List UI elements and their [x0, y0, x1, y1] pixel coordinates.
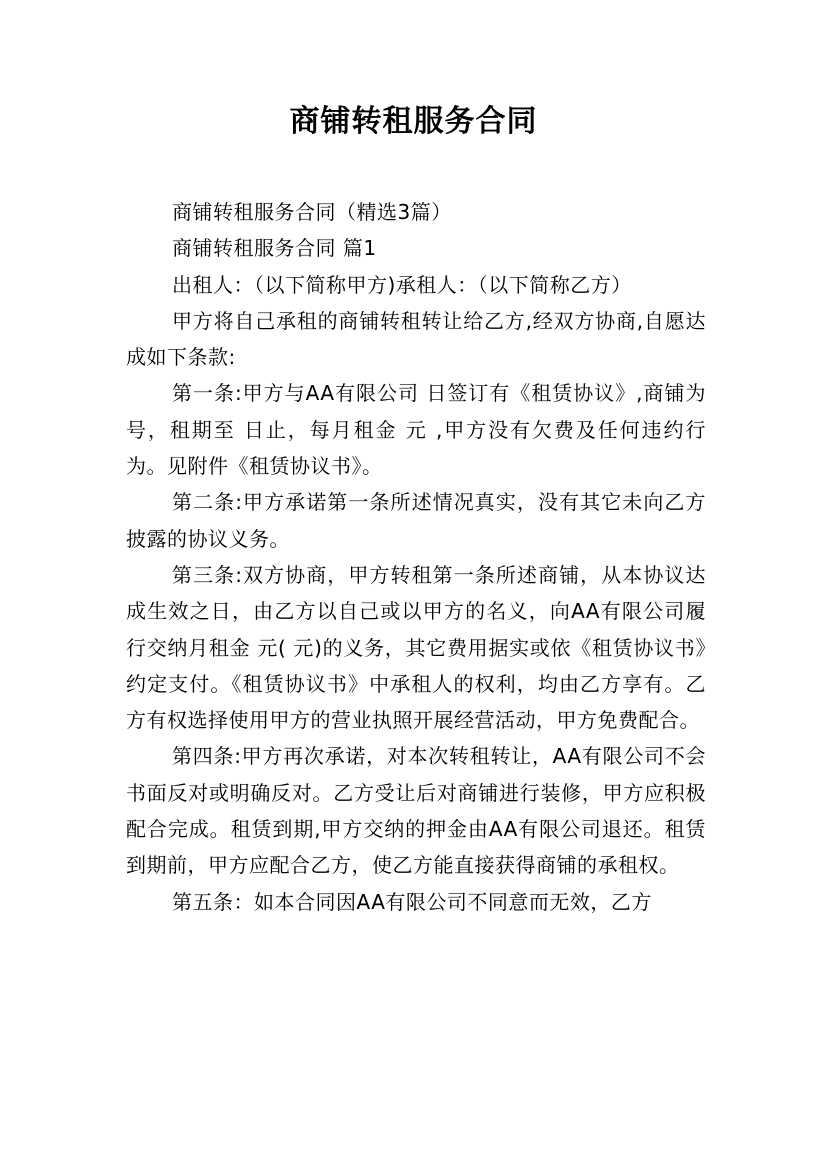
paragraph-article-3: 第三条:双方协商，甲方转租第一条所述商铺，从本协议达成生效之日，由乙方以自己或以甲方的名义，向AA有限公司履行交纳月租金 元( 元)的义务，其它费用据实或依《租赁协议书》约定支付。《租赁协议书》中承租人的权利，均由乙方享有。乙方有权选择使用甲方的营业执照开展经营活动，甲方免费配合。	[126, 562, 706, 733]
document-title: 商铺转租服务合同	[289, 104, 538, 139]
paragraph-subtitle: 商铺转租服务合同（精选3篇）	[172, 200, 452, 224]
paragraph-preamble: 甲方将自己承租的商铺转租转让给乙方,经双方协商,自愿达成如下条款:	[126, 308, 706, 370]
paragraph-article-4: 第四条:甲方再次承诺，对本次转租转让，AA有限公司不会书面反对或明确反对。乙方受让后对商铺进行装修，甲方应积极配合完成。租赁到期,甲方交纳的押金由AA有限公司退还。租赁到期前，甲方应配合乙方，使乙方能直接获得商铺的承租权。	[126, 744, 706, 878]
paragraph-article-1: 第一条:甲方与AA有限公司 日签订有《租赁协议》,商铺为 号，租期至 日止，每月租金 元 ,甲方没有欠费及任何违约行为。见附件《租赁协议书》。	[126, 381, 706, 479]
paragraph-article-2: 第二条:甲方承诺第一条所述情况真实，没有其它未向乙方披露的协议义务。	[126, 490, 706, 551]
paragraph-parties: 出租人：（以下简称甲方)承租人：（以下简称乙方）	[172, 272, 632, 297]
document-body	[126, 194, 706, 920]
paragraph-article-5: 第五条：如本合同因AA有限公司不同意而无效，乙方	[172, 889, 652, 914]
paragraph-section-heading: 商铺转租服务合同 篇1	[172, 236, 377, 261]
